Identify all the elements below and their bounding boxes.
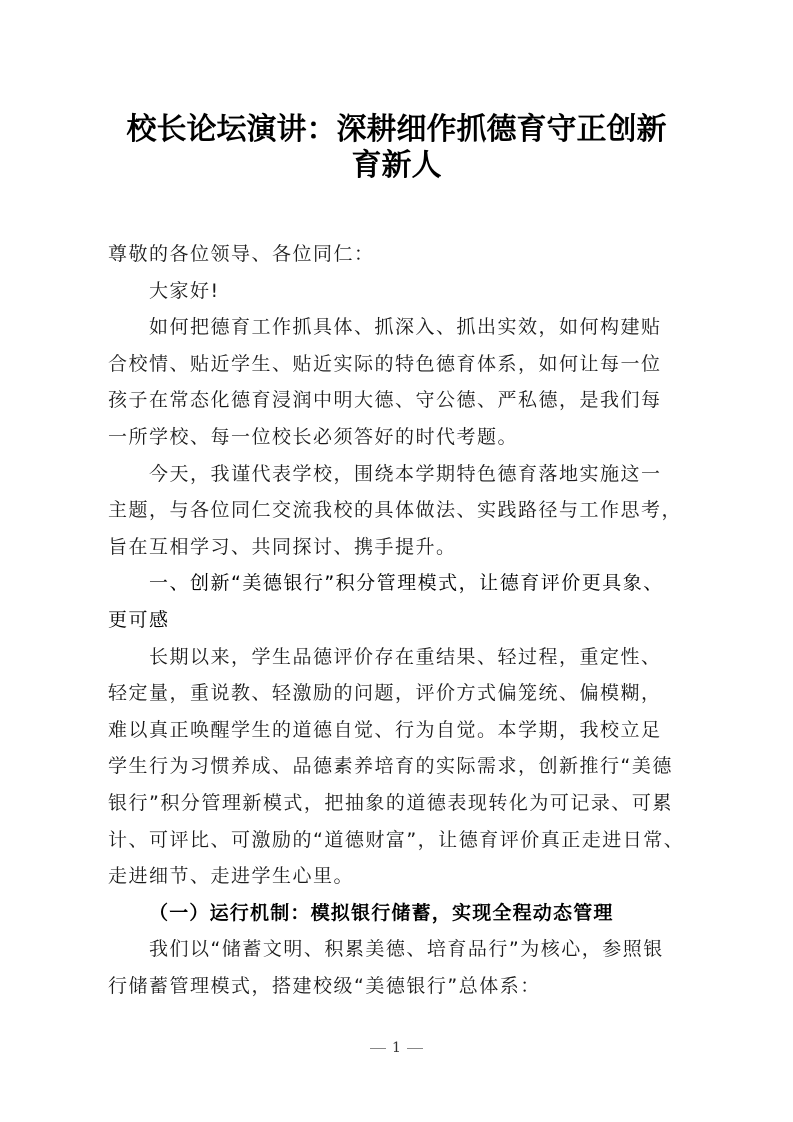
title-line-2: 育新人	[351, 148, 442, 183]
paragraph-mechanism	[108, 931, 688, 1004]
page-number: 1	[392, 1040, 401, 1056]
paragraph-line: 一所学校、每一位校长必须答好的时代考题。	[108, 425, 519, 448]
document-body	[108, 236, 688, 1004]
subheading-line: （一）运行机制：模拟银行储蓄，实现全程动态管理	[149, 901, 614, 924]
paragraph-line: 今天，我谨代表学校，围绕本学期特色德育落地实施这一	[149, 462, 662, 485]
paragraph-intro	[108, 309, 688, 455]
paragraph-line: 长期以来，学生品德评价存在重结果、轻过程，重定性、	[149, 645, 662, 668]
greeting: 大家好!	[149, 279, 220, 302]
dash-left	[370, 1048, 386, 1049]
paragraph-line: 轻定量，重说教、轻激励的问题，评价方式偏笼统、偏模糊，	[108, 682, 662, 705]
paragraph-line: 如何把德育工作抓具体、抓深入、抓出实效，如何构建贴	[149, 316, 662, 339]
paragraph-line: 走进细节、走进学生心里。	[108, 865, 355, 888]
paragraph-today	[108, 456, 688, 566]
heading-line: 更可感	[108, 608, 170, 631]
paragraph-line: 行储蓄管理模式，搭建校级“美德银行”总体系：	[108, 974, 541, 997]
paragraph-background	[108, 639, 688, 895]
document-title	[100, 112, 693, 184]
page-number-footer	[0, 1040, 793, 1056]
paragraph-line: 银行”积分管理新模式，把抽象的道德表现转化为可记录、可累	[108, 791, 673, 814]
paragraph-line: 合校情、贴近学生、贴近实际的特色德育体系，如何让每一位	[108, 352, 662, 375]
section-heading-1	[108, 565, 688, 638]
paragraph-line: 主题，与各位同仁交流我校的具体做法、实践路径与工作思考，	[108, 499, 683, 522]
paragraph-line: 孩子在常态化德育浸润中明大德、守公德、严私德，是我们每	[108, 389, 662, 412]
paragraph-line: 我们以“储蓄文明、积累美德、培育品行”为核心，参照银	[149, 938, 664, 961]
paragraph-line: 学生行为习惯养成、品德素养培育的实际需求，创新推行“美德	[108, 755, 673, 778]
paragraph-line: 计、可评比、可激励的“道德财富”，让德育评价真正走进日常、	[108, 828, 685, 851]
paragraph-line: 旨在互相学习、共同探讨、携手提升。	[108, 535, 457, 558]
salutation: 尊敬的各位领导、各位同仁：	[108, 243, 375, 265]
title-line-1: 校长论坛演讲：深耕细作抓德育守正创新	[126, 112, 667, 147]
dash-right	[407, 1048, 423, 1049]
heading-line: 一、创新“美德银行”积分管理模式，让德育评价更具象、	[149, 572, 664, 595]
paragraph-line: 难以真正唤醒学生的道德自觉、行为自觉。本学期，我校立足	[108, 718, 662, 741]
subsection-heading-1	[108, 895, 688, 932]
